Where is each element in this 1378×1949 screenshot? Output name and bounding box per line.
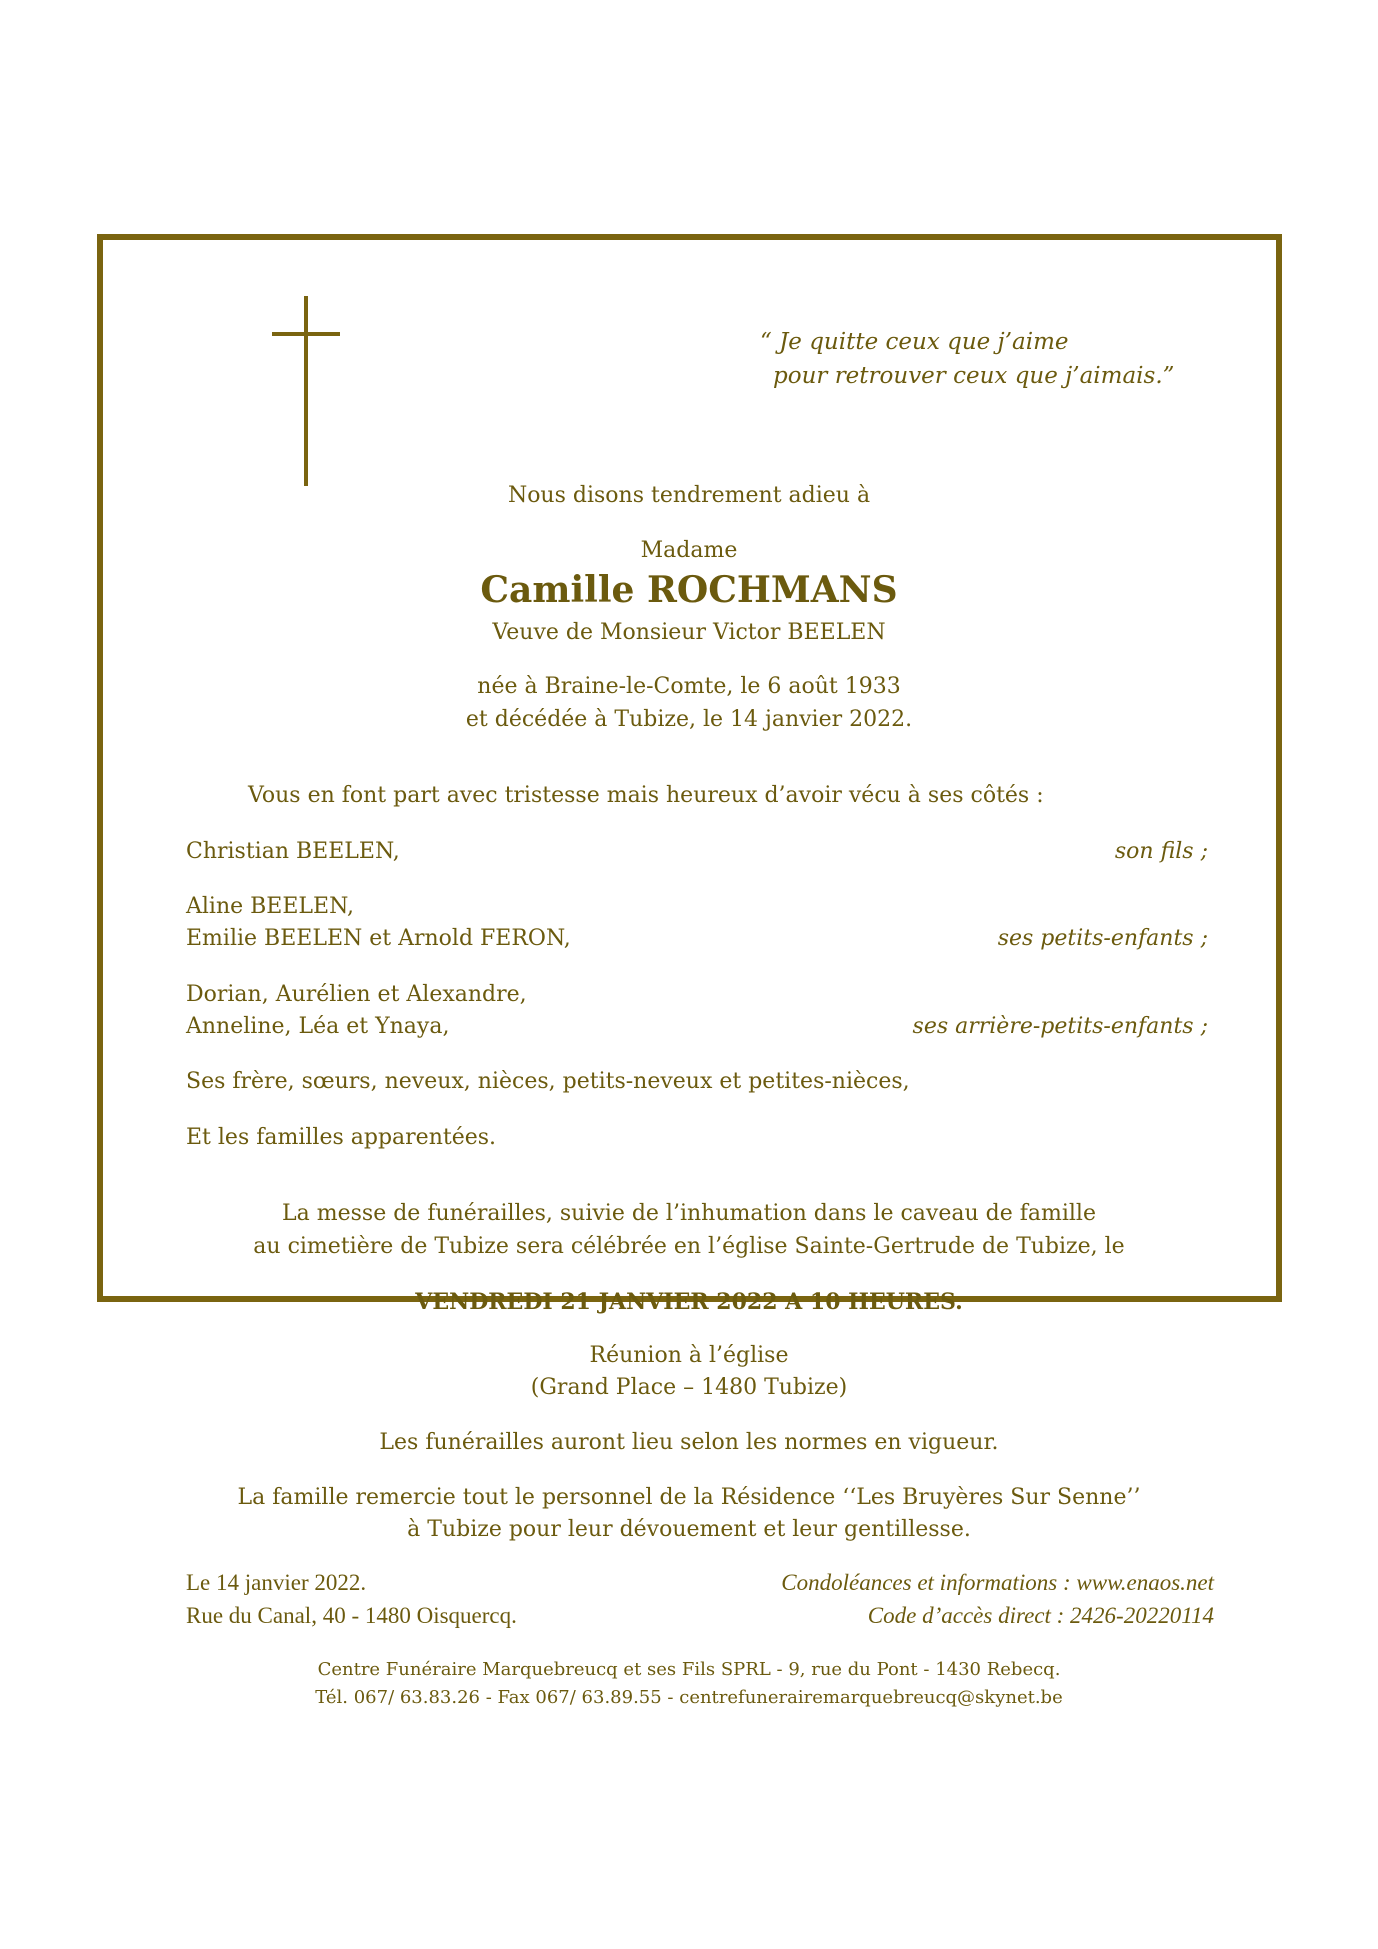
footer-access-code: Code d’accès direct : 2426-20220114 xyxy=(867,1603,1214,1628)
death-line: et décédée à Tubize, le 14 janvier 2022. xyxy=(465,707,913,732)
quote-line-1: “ Je quitte ceux que j’aime xyxy=(760,329,1069,355)
ceremony-line-1: La messe de funérailles, suivie de l’inhumation dans le caveau de famille xyxy=(282,1201,1096,1226)
related-families: Et les familles apparentées. xyxy=(186,1125,497,1150)
ceremony-date: VENDREDI 21 JANVIER 2022 A 10 HEURES. xyxy=(415,1289,963,1315)
spouse-line: Veuve de Monsieur Victor BEELEN xyxy=(492,620,886,645)
footer-address: Rue du Canal, 40 - 1480 Oisquercq. xyxy=(186,1603,517,1628)
cross-icon-bar xyxy=(272,332,340,336)
cross-icon xyxy=(304,296,308,486)
extended-family: Ses frère, sœurs, neveux, nièces, petits-neveux et petites-nièces, xyxy=(186,1069,910,1094)
meeting-line: Réunion à l’église xyxy=(589,1343,789,1368)
family-name: Aline BEELEN, xyxy=(186,894,354,919)
intro-text: Nous disons tendrement adieu à xyxy=(507,483,871,508)
thanks-line-2: à Tubize pour leur dévouement et leur gentillesse. xyxy=(407,1517,971,1542)
family-name: Christian BEELEN, xyxy=(186,839,400,864)
birth-line: née à Braine-le-Comte, le 6 août 1933 xyxy=(477,674,901,699)
address-line: (Grand Place – 1480 Tubize) xyxy=(530,1375,848,1400)
announcement-text: Vous en font part avec tristesse mais heureux d’avoir vécu à ses côtés : xyxy=(248,783,1044,808)
family-name: Emilie BEELEN et Arnold FERON, xyxy=(186,926,571,951)
quote-line-2: pour retrouver ceux que j’aimais.” xyxy=(773,363,1175,389)
footer-date: Le 14 janvier 2022. xyxy=(186,1570,367,1595)
ceremony-line-2: au cimetière de Tubize sera célébrée en l’église Sainte-Gertrude de Tubize, le xyxy=(253,1234,1125,1259)
thanks-line-1: La famille remercie tout le personnel de la Résidence ‘‘Les Bruyères Sur Senne’’ xyxy=(237,1485,1141,1510)
family-relation: ses arrière-petits-enfants ; xyxy=(912,1014,1208,1039)
norms-line: Les funérailles auront lieu selon les normes en vigueur. xyxy=(379,1430,999,1455)
contact-line: Tél. 067/ 63.83.26 - Fax 067/ 63.89.55 - centrefunerairemarquebreucq@skynet.be xyxy=(315,1687,1063,1708)
family-relation: ses petits-enfants ; xyxy=(997,926,1208,951)
deceased-title: Madame xyxy=(640,538,738,563)
family-name: Anneline, Léa et Ynaya, xyxy=(186,1014,450,1039)
deceased-name: Camille ROCHMANS xyxy=(480,569,898,611)
family-relation: son fils ; xyxy=(1114,839,1208,864)
funeral-home-line: Centre Funéraire Marquebreucq et ses Fils SPRL - 9, rue du Pont - 1430 Rebecq. xyxy=(317,1659,1061,1680)
family-name: Dorian, Aurélien et Alexandre, xyxy=(186,982,527,1007)
footer-condolences: Condoléances et informations : www.enaos.net xyxy=(781,1570,1214,1595)
